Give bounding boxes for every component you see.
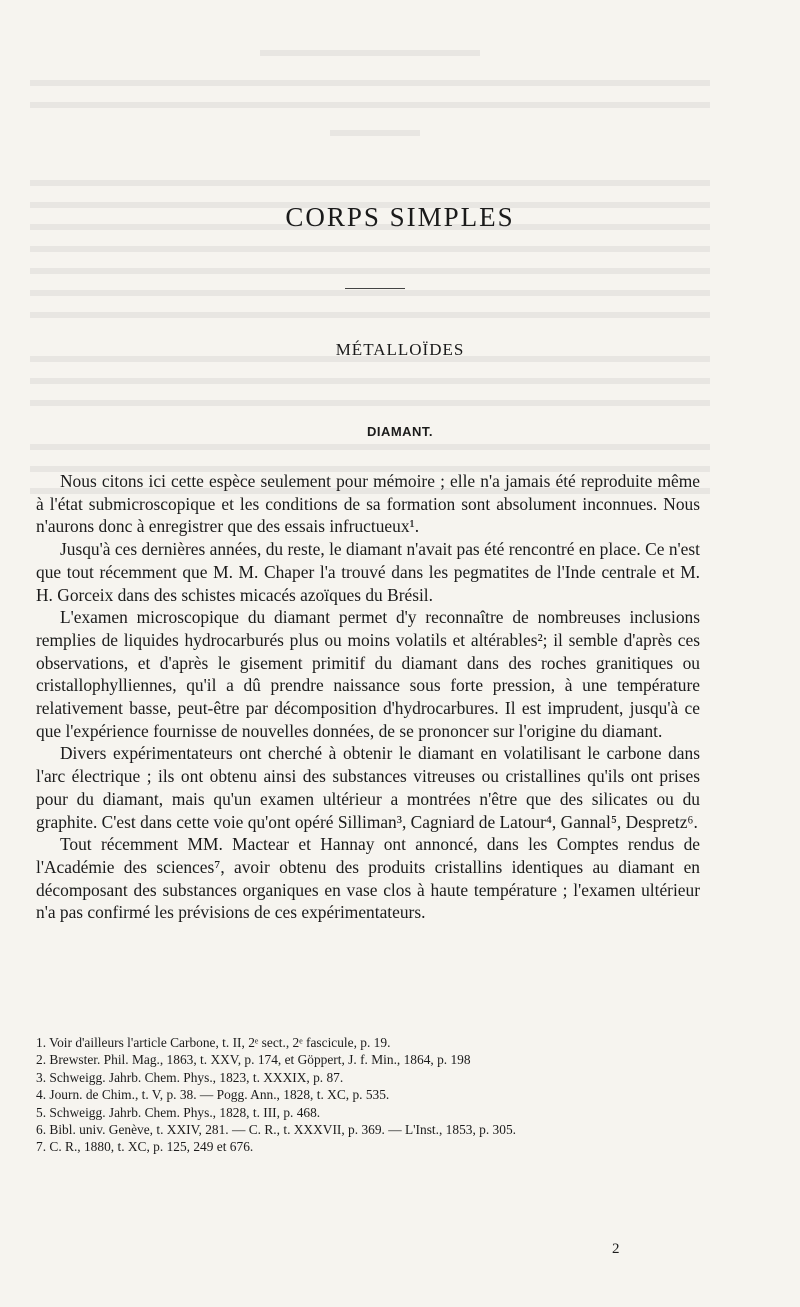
subsection-title: DIAMANT. [366,424,434,439]
footnote: 7. C. R., 1880, t. XC, p. 125, 249 et 676. [36,1139,254,1155]
section-title: MÉTALLOÏDES [335,340,465,359]
page-number: 2 [612,1241,620,1257]
footnote: 2. Brewster. Phil. Mag., 1863, t. XXV, p. 174, et Göppert, J. f. Min., 1864, p. 198 [36,1052,471,1068]
paragraph: Divers expérimentateurs ont cherché à obtenir le diamant en volatilisant le carbone dans l'arc électrique ; ils ont obtenu ainsi des substances vitreuses ou cristallines qu'ils ont prises pour du diamant, mais qu'un examen ultérieur a montrées n'être que des silicates ou du graphite. C'est dans cette voie qu'ont opéré Silliman³, Cagniard de Latour⁴, Gannal⁵, Despretz⁶. [36,743,700,832]
footnote: 3. Schweigg. Jahrb. Chem. Phys., 1823, t. XXXIX, p. 87. [36,1069,344,1085]
paragraph: Nous citons ici cette espèce seulement pour mémoire ; elle n'a jamais été reproduite même à l'état submicroscopique et les conditions de sa formation sont absolument inconnues. Nous n'aurons donc à enregistrer que des essais infructueux¹. [36,471,700,537]
footnote: 5. Schweigg. Jahrb. Chem. Phys., 1828, t. III, p. 468. [36,1104,321,1120]
title-rule [345,288,405,289]
footnote: 6. Bibl. univ. Genève, t. XXIV, 281. — C. R., t. XXXVII, p. 369. — L'Inst., 1853, p. 305. [36,1122,516,1138]
main-title: CORPS SIMPLES [285,202,515,232]
paragraph: Tout récemment MM. Mactear et Hannay ont annoncé, dans les Comptes rendus de l'Académie des sciences⁷, avoir obtenu des produits cristallins identiques au diamant en décomposant des substances organiques en vase clos à haute température ; l'examen ultérieur n'a pas confirmé les prévisions de ces expérimentateurs. [36,834,700,923]
paragraph: L'examen microscopique du diamant permet d'y reconnaître de nombreuses inclusions remplies de liquides hydrocarburés plus ou moins volatils et altérables²; il semble d'après ces observations, et d'après le gisement primitif du diamant dans des roches granitiques ou cristallophylliennes, qu'il a dû prendre naissance sous forte pression, à une température relativement basse, peut-être par décomposition d'hydrocarbures. Il est imprudent, jusqu'à ce que l'expérience fournisse de nouvelles données, de se prononcer sur l'origine du diamant. [36,607,700,741]
footnote: 4. Journ. de Chim., t. V, p. 38. — Pogg. Ann., 1828, t. XC, p. 535. [36,1087,390,1103]
body-text [36,470,700,924]
footnotes [36,1034,716,1156]
paragraph: Jusqu'à ces dernières années, du reste, le diamant n'avait pas été rencontré en place. Ce n'est que tout récemment que M. M. Chaper l'a trouvé dans les pegmatites de l'Inde centrale et M. H. Gorceix dans des schistes micacés azoïques du Brésil. [36,539,700,605]
footnote: 1. Voir d'ailleurs l'article Carbone, t. II, 2ᵉ sect., 2ᵉ fascicule, p. 19. [36,1035,391,1050]
